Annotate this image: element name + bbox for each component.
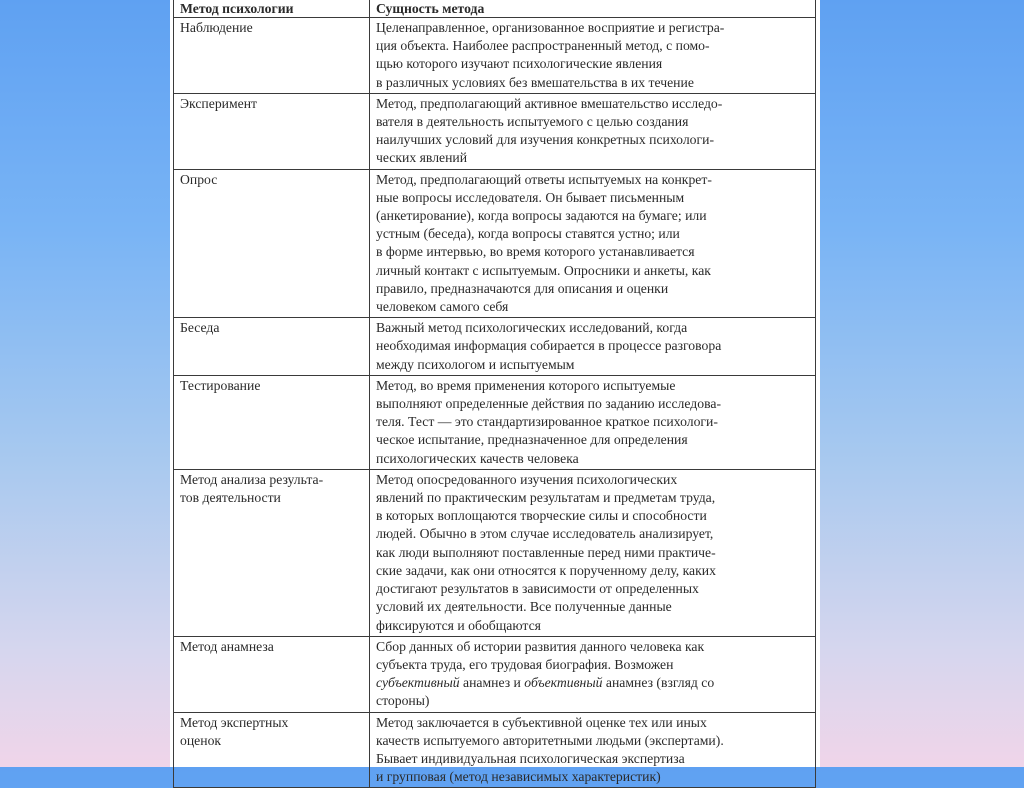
- description-line: ские задачи, как они относятся к порученному делу, каких: [376, 562, 716, 578]
- method-description-cell: [370, 636, 816, 712]
- description-line: Целенаправленное, организованное восприятие и регистра-: [376, 20, 725, 35]
- table-row: [174, 169, 816, 318]
- method-description-cell: [370, 318, 816, 376]
- description-line: правило, предназначаются для описания и оценки: [376, 280, 669, 296]
- method-name-cell: [174, 375, 370, 469]
- table-row: [174, 636, 816, 712]
- method-name-cell: [174, 712, 370, 788]
- description-line: качеств испытуемого авторитетными людьми (экспертами).: [376, 732, 724, 748]
- method-description-cell: [370, 18, 816, 94]
- method-name-cell: [174, 18, 370, 94]
- italic-term: объективный: [524, 675, 603, 691]
- description-line: условий их деятельности. Все полученные данные: [376, 599, 672, 615]
- method-description-cell: [370, 375, 816, 469]
- method-name-line: Беседа: [180, 320, 220, 336]
- table-row: [174, 712, 816, 788]
- description-line: Сбор данных об истории развития данного человека как: [376, 638, 705, 654]
- description-line: ческое испытание, предназначенное для определения: [376, 432, 688, 448]
- description-line: людей. Обычно в этом случае исследователь анализирует,: [376, 526, 714, 542]
- psychology-methods-table: [173, 0, 816, 788]
- description-line: выполняют определенные действия по заданию исследова-: [376, 396, 722, 412]
- method-name-cell: [174, 469, 370, 636]
- description-line: Метод, предполагающий ответы испытуемых на конкрет-: [376, 171, 712, 187]
- method-name-cell: [174, 636, 370, 712]
- description-line: (анкетирование), когда вопросы задаются на бумаге; или: [376, 208, 707, 224]
- document-page: [170, 0, 820, 785]
- description-line: Бывает индивидуальная психологическая экспертиза: [376, 750, 685, 766]
- description-line: ные вопросы исследователя. Он бывает письменным: [376, 189, 685, 205]
- table-row: [174, 18, 816, 94]
- description-line: достигают результатов в зависимости от определенных: [376, 581, 699, 597]
- header-method: Метод психологии: [174, 0, 370, 18]
- description-line: устным (беседа), когда вопросы ставятся устно; или: [376, 226, 680, 242]
- description-line: между психологом и испытуемым: [376, 356, 575, 372]
- table-header-row: [174, 0, 816, 18]
- table-row: [174, 318, 816, 376]
- description-line: вателя в деятельность испытуемого с целью создания: [376, 114, 689, 130]
- description-line: личный контакт с испытуемым. Опросники и анкеты, как: [376, 262, 711, 278]
- method-description-cell: [370, 469, 816, 636]
- plain-text: анамнез (взгляд со: [602, 675, 715, 691]
- header-essence: Сущность метода: [370, 0, 816, 18]
- description-line: щью которого изучают психологические явления: [376, 56, 663, 72]
- description-line: Важный метод психологических исследований, когда: [376, 320, 688, 336]
- description-line: необходимая информация собирается в процессе разговора: [376, 338, 722, 354]
- description-line: Метод опосредованного изучения психологических: [376, 471, 678, 487]
- description-line: человеком самого себя: [376, 299, 509, 315]
- method-name-cell: [174, 318, 370, 376]
- description-line: в форме интервью, во время которого устанавливается: [376, 244, 695, 260]
- method-description-cell: [370, 712, 816, 788]
- method-name-cell: [174, 169, 370, 318]
- description-line: и групповая (метод независимых характеристик): [376, 769, 661, 785]
- description-line: [376, 674, 810, 692]
- method-name-line: Метод анамнеза: [180, 638, 274, 654]
- italic-term: субъективный: [376, 675, 460, 691]
- description-line: стороны): [376, 693, 430, 709]
- method-name-line: Тестирование: [180, 377, 261, 393]
- description-line: наилучших условий для изучения конкретных психологи-: [376, 132, 715, 148]
- table-row: [174, 469, 816, 636]
- description-line: ция объекта. Наиболее распространенный метод, с помо-: [376, 38, 710, 54]
- description-line: психологических качеств человека: [376, 450, 579, 466]
- method-name-cell: [174, 93, 370, 169]
- description-line: теля. Тест — это стандартизированное краткое психологи-: [376, 414, 718, 430]
- description-line: в различных условиях без вмешательства в их течение: [376, 74, 694, 90]
- table-row: [174, 375, 816, 469]
- description-line: Метод, предполагающий активное вмешательство исследо-: [376, 95, 723, 111]
- description-line: явлений по практическим результатам и предметам труда,: [376, 490, 716, 506]
- table-row: [174, 93, 816, 169]
- plain-text: анамнез и: [459, 675, 525, 691]
- description-line: как люди выполняют поставленные перед ними практиче-: [376, 544, 716, 560]
- description-line: Метод, во время применения которого испытуемые: [376, 377, 676, 393]
- method-name-line: оценок: [180, 732, 222, 748]
- method-name-line: Наблюдение: [180, 20, 253, 35]
- method-name-line: Опрос: [180, 171, 218, 187]
- method-name-line: Метод экспертных: [180, 714, 289, 730]
- method-description-cell: [370, 93, 816, 169]
- method-name-line: Метод анализа результа-: [180, 471, 324, 487]
- description-line: в которых воплощаются творческие силы и способности: [376, 508, 707, 524]
- method-name-line: тов деятельности: [180, 490, 281, 506]
- description-line: фиксируются и обобщаются: [376, 617, 541, 633]
- description-line: Метод заключается в субъективной оценке тех или иных: [376, 714, 707, 730]
- method-name-line: Эксперимент: [180, 95, 258, 111]
- description-line: ческих явлений: [376, 150, 468, 166]
- description-line: субъекта труда, его трудовая биография. Возможен: [376, 656, 674, 672]
- method-description-cell: [370, 169, 816, 318]
